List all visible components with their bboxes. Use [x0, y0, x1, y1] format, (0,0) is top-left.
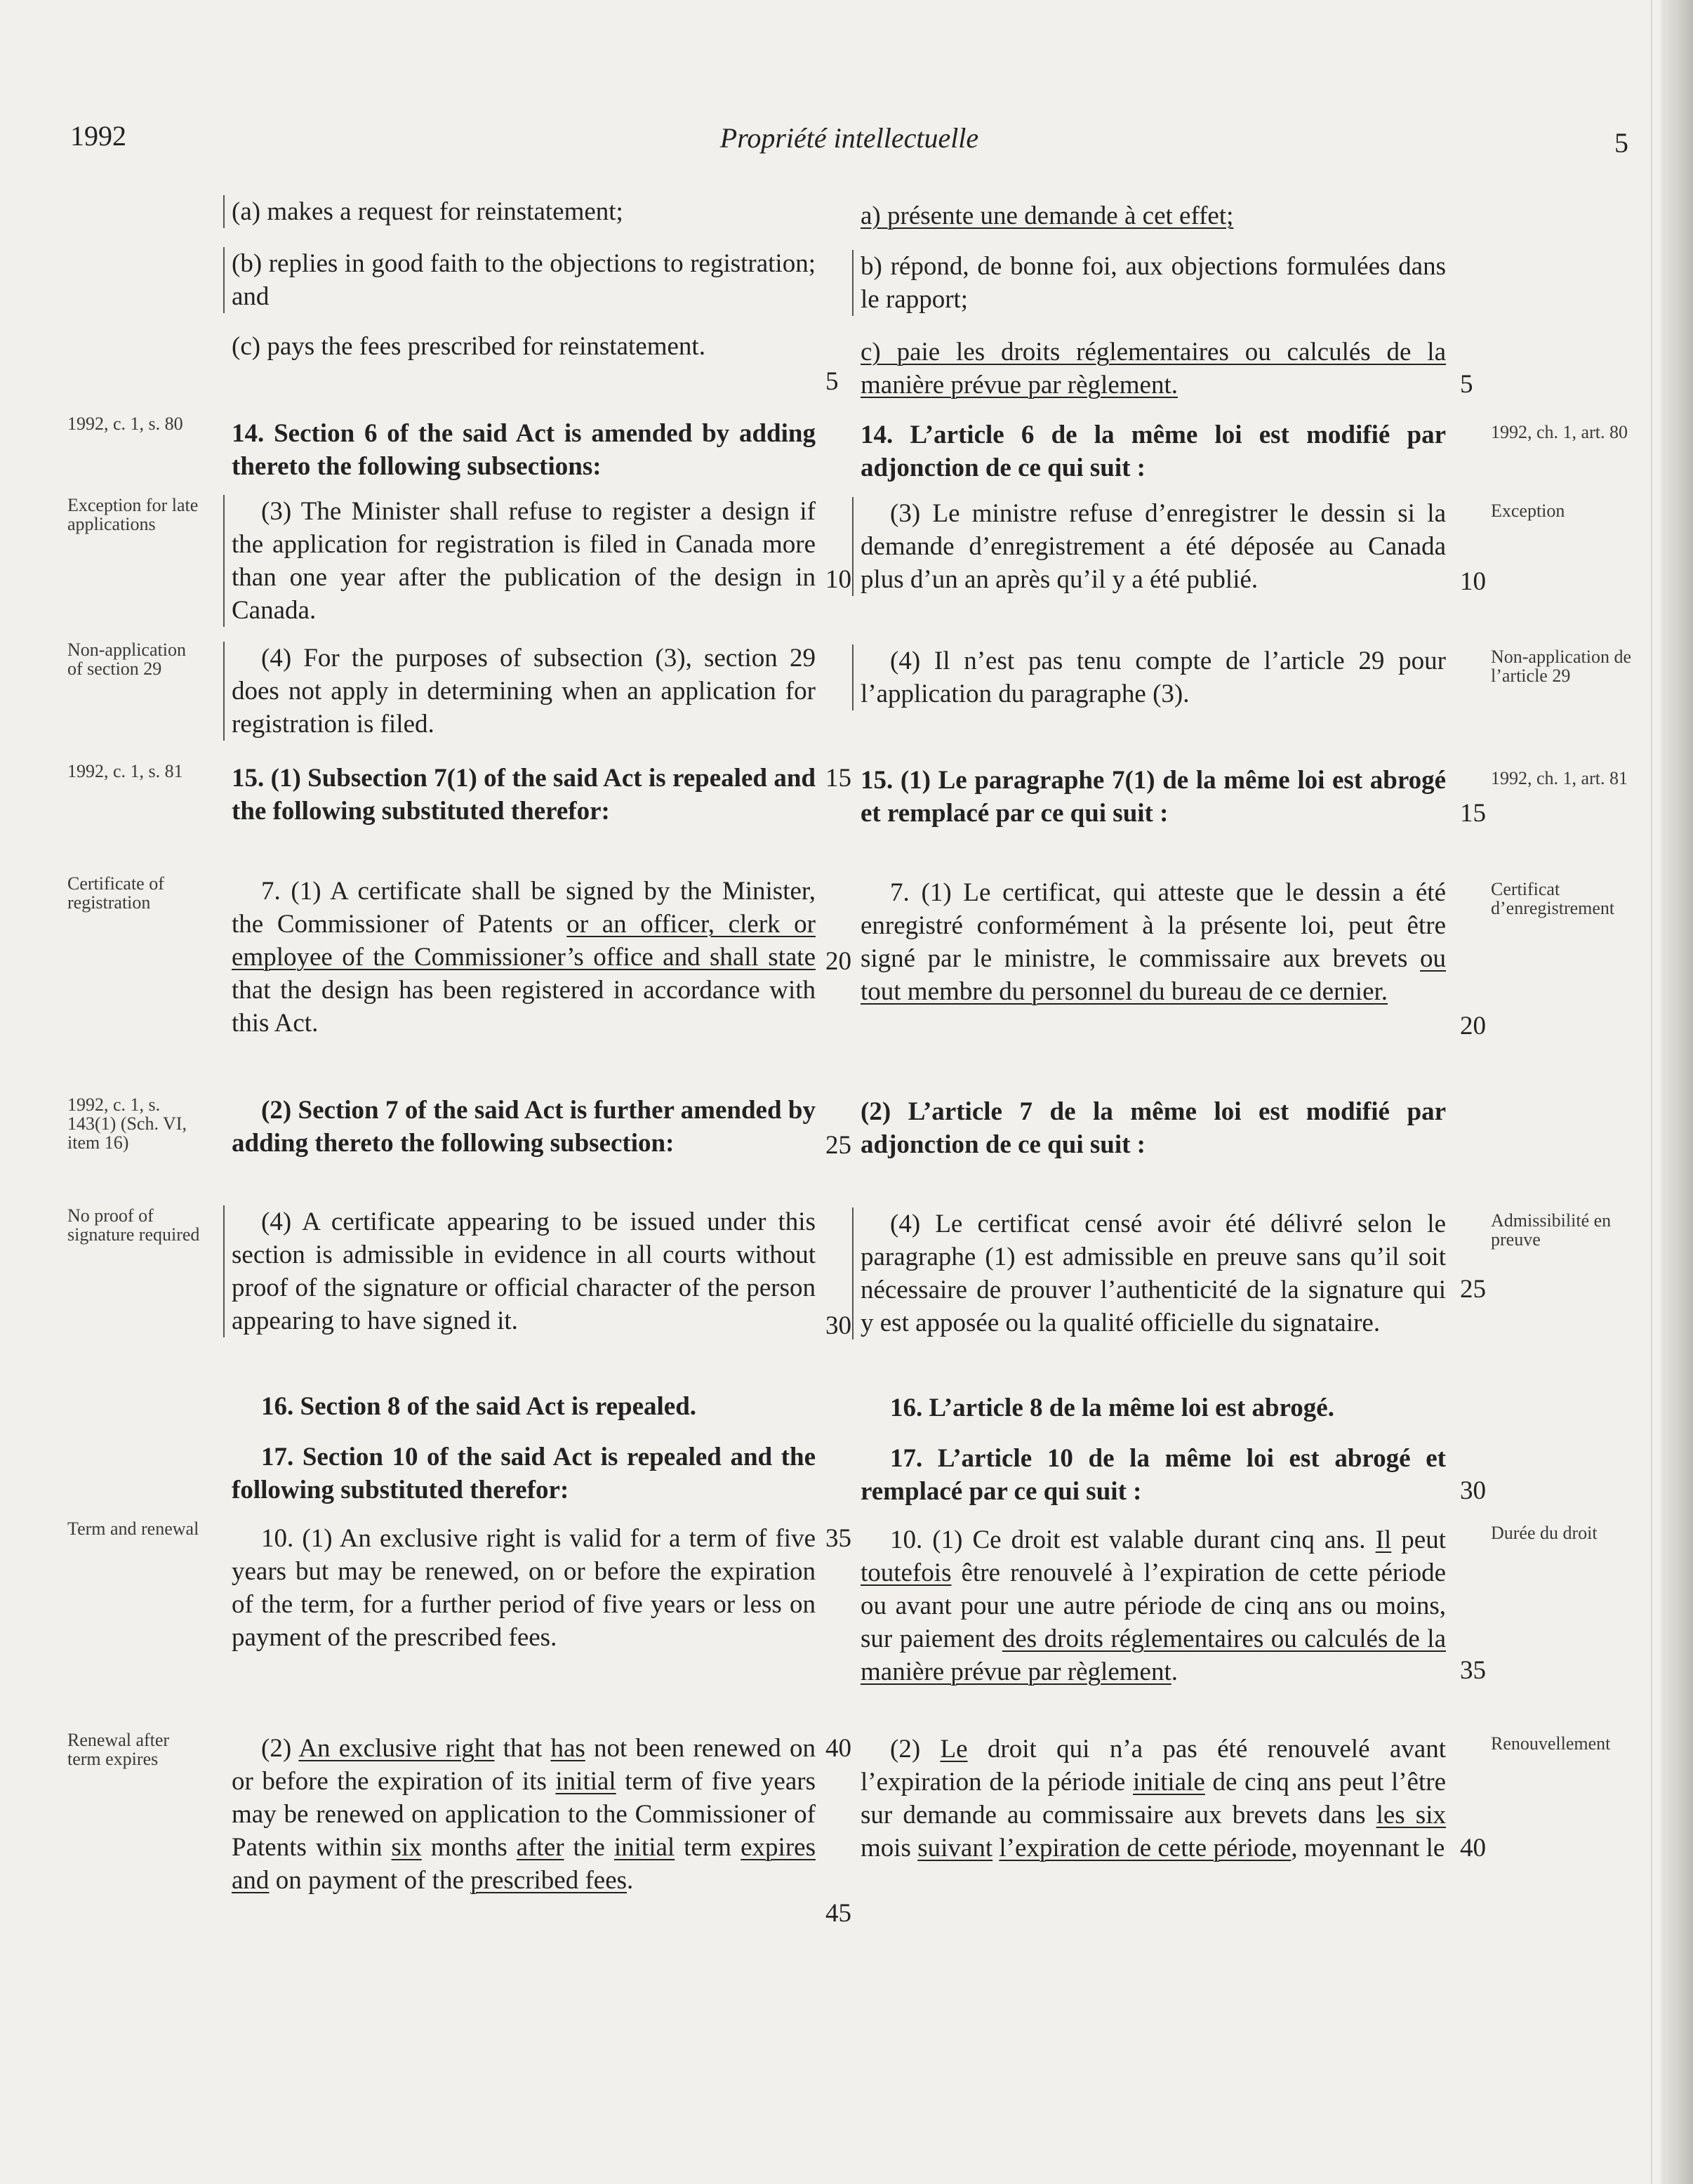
line-number: 20: [825, 947, 851, 976]
en-subsection-6-3: (3) The Minister shall refuse to register a design if the application for registration is filed in Canada more than one year after the publication of the design in Canada.: [223, 495, 816, 627]
fr-section-7-1: 7. (1) Le certificat, qui atteste que le dessin a été enregistré conformément à la présente loi, peut être signé par le ministre, le commissaire aux brevets ou tout membre du personnel du bureau de ce dernier.: [861, 878, 1446, 1006]
line-number: 15: [825, 764, 851, 793]
fr-section-17: 17. L’article 10 de la même loi est abrogé et remplacé par ce qui suit :: [861, 1444, 1446, 1506]
line-number: 45: [825, 1899, 851, 1928]
margin-note: Exception: [1491, 501, 1565, 521]
margin-note: 1992, ch. 1, art. 80: [1491, 422, 1628, 442]
fr-section-15: 15. (1) Le paragraphe 7(1) de la même loi est abrogé et remplacé par ce qui suit :: [861, 766, 1446, 828]
margin-note: Certificate of registration: [67, 873, 164, 913]
margin-note: Term and renewal: [67, 1518, 199, 1539]
margin-note: Renewal after term expires: [67, 1730, 170, 1769]
line-number: 35: [1460, 1656, 1486, 1685]
en-subsection-6-4: (4) For the purposes of subsection (3), section 29 does not apply in determining when an application for registration is filed.: [223, 642, 816, 741]
page-edge: [1661, 0, 1693, 2184]
margin-note: Non-application de l’article 29: [1491, 647, 1631, 686]
en-section-16: 16. Section 8 of the said Act is repealed.: [261, 1392, 697, 1421]
page-number: 5: [1614, 127, 1628, 159]
en-section-17: 17. Section 10 of the said Act is repealed and the following substituted therefor:: [232, 1443, 816, 1504]
line-number: 40: [1460, 1834, 1486, 1862]
en-clause-b: (b) replies in good faith to the objections to registration; and: [223, 247, 816, 313]
header-year: 1992: [70, 120, 126, 152]
line-number: 5: [1460, 370, 1473, 399]
fr-subsection-6-3: (3) Le ministre refuse d’enregistrer le dessin si la demande d’enregistrement a été déposée au Canada plus d’un an après qu’il y a été publié.: [852, 497, 1446, 596]
line-number: 10: [1460, 567, 1486, 596]
line-number: 30: [1460, 1476, 1486, 1505]
line-number: 25: [1460, 1275, 1486, 1304]
en-section-7-1: 7. (1) A certificate shall be signed by the Minister, the Commissioner of Patents or an officer, clerk or employee of the Commissioner’s office and shall state that the design has been registered in accordance with this Act.: [232, 877, 816, 1038]
margin-note: 1992, ch. 1, art. 81: [1491, 768, 1628, 788]
margin-note: Certificat d’enregistrement: [1491, 879, 1615, 918]
margin-note: Non-application of section 29: [67, 640, 186, 679]
fr-clause-b: b) répond, de bonne foi, aux objections formulées dans le rapport;: [852, 250, 1446, 316]
en-clause-a: (a) makes a request for reinstatement;: [223, 195, 816, 228]
fr-subsection-7-4: (4) Le certificat censé avoir été délivré selon le paragraphe (1) est admissible en preuve sans qu’il soit nécessaire de prouver l’authenticité de la signature qui y est apposée ou la qualité officielle du signataire.: [852, 1207, 1446, 1339]
fr-section-10-2: (2) Le droit qui n’a pas été renouvelé avant l’expiration de la période initiale de cinq ans peut l’être sur demande au commissaire aux brevets dans les six mois suivant l’expiration de cette période, moyennant le: [861, 1735, 1446, 1862]
margin-note: 1992, c. 1, s. 80: [67, 413, 183, 434]
en-section-15-2: (2) Section 7 of the said Act is further amended by adding thereto the following subsection:: [232, 1096, 816, 1158]
line-number: 35: [825, 1524, 851, 1553]
fr-subsection-6-4: (4) Il n’est pas tenu compte de l’article 29 pour l’application du paragraphe (3).: [852, 644, 1446, 710]
margin-note: Renouvellement: [1491, 1733, 1611, 1754]
margin-note: 1992, c. 1, s. 81: [67, 761, 183, 781]
fr-section-16: 16. L’article 8 de la même loi est abrogé.: [890, 1394, 1334, 1422]
margin-note: Durée du droit: [1491, 1523, 1598, 1543]
line-number: 30: [825, 1311, 851, 1340]
line-number: 40: [825, 1734, 851, 1763]
line-number: 5: [825, 367, 839, 396]
header-title: Propriété intellectuelle: [719, 122, 979, 154]
line-number: 20: [1460, 1012, 1486, 1040]
fr-section-14: 14. L’article 6 de la même loi est modifié par adjonction de ce qui suit :: [861, 421, 1446, 482]
fr-section-10-1: 10. (1) Ce droit est valable durant cinq ans. Il peut toutefois être renouvelé à l’expiration de cette période ou avant pour une autre période de cinq ans ou moins, sur paiement des droits réglementaires ou calculés de la manière prévue par règlement.: [861, 1526, 1447, 1686]
line-number: 15: [1460, 799, 1486, 828]
fr-clause-c: c) paie les droits réglementaires ou calculés de la manière prévue par règlement.: [861, 338, 1446, 399]
en-clause-c: (c) pays the fees prescribed for reinstatement.: [232, 332, 705, 361]
en-section-15: 15. (1) Subsection 7(1) of the said Act is repealed and the following substituted therefor:: [232, 764, 816, 826]
margin-note: 1992, c. 1, s. 143(1) (Sch. VI, item 16): [67, 1094, 187, 1153]
margin-note: No proof of signature required: [67, 1205, 200, 1245]
en-section-10-2: (2) An exclusive right that has not been renewed on or before the expiration of its initial term of five years may be renewed on application to the Commissioner of Patents within six months after the initial term expires and on payment of the prescribed fees.: [232, 1734, 816, 1895]
en-section-10-1: 10. (1) An exclusive right is valid for a term of five years but may be renewed, on or before the expiration of the term, for a further period of five years or less on payment of the prescribed fees.: [232, 1524, 816, 1652]
line-number: 10: [825, 565, 851, 594]
margin-note: Admissibilité en preuve: [1491, 1210, 1612, 1250]
fr-clause-a: a) présente une demande à cet effet;: [861, 201, 1234, 230]
line-number: 25: [825, 1131, 851, 1160]
fr-section-15-2: (2) L’article 7 de la même loi est modifié par adjonction de ce qui suit :: [861, 1097, 1446, 1159]
margin-note: Exception for late applications: [67, 495, 199, 534]
en-subsection-7-4: (4) A certificate appearing to be issued under this section is admissible in evidence in all courts without proof of the signature or official character of the person appearing to have signed it.: [223, 1205, 816, 1337]
page-edge-line: [1651, 0, 1652, 2184]
en-section-14: 14. Section 6 of the said Act is amended by adding thereto the following subsections:: [232, 419, 816, 481]
